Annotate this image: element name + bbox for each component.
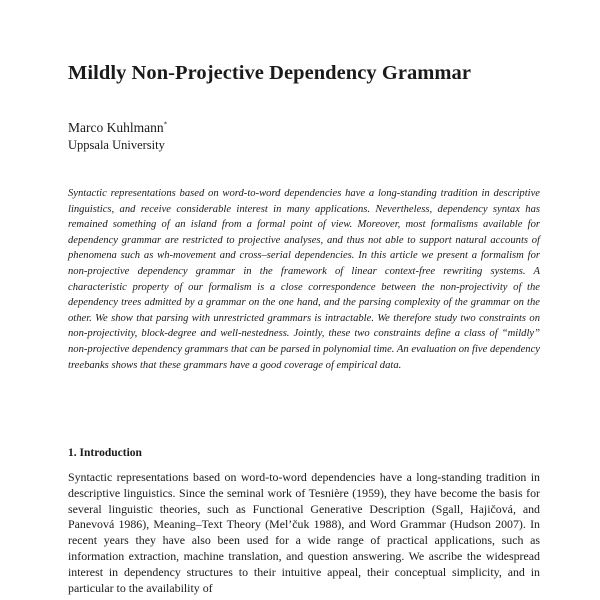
- paper-title: Mildly Non-Projective Dependency Grammar: [68, 62, 471, 84]
- author-name-text: Marco Kuhlmann: [68, 120, 164, 135]
- intro-paragraph: Syntactic representations based on word-to-word dependencies have a long-standing tradition in descriptive linguistics. Since the seminal work of Tesnière (1959), they have become the basis for several linguistic theories, such as Functional Generative Description (Sgall, Hajičová, and Panevová 1986), Meaning–Text Theory (Mel’čuk 1988), and Word Grammar (Hudson 2007). In recent years they have also been used for a wide range of practical applications, such as information extraction, machine translation, and question answering. We ascribe the widespread interest in dependency structures to their intuitive appeal, their conceptual simplicity, and in particular to the availability of: [68, 470, 540, 595]
- abstract: Syntactic representations based on word-to-word dependencies have a long-standing tradition in descriptive linguistics, and receive considerable interest in many applications. Nevertheless, dependency syntax has remained something of an island from a formal point of view. Moreover, most formalisms available for dependency grammar are restricted to projective analyses, and thus not able to support natural accounts of phenomena such as wh-movement and cross–serial dependencies. In this article we present a formalism for non-projective dependency grammar in the framework of linear context-free rewriting systems. A characteristic property of our formalism is a close correspondence between the non-projectivity of the dependency trees admitted by a grammar on the one hand, and the parsing complexity of the grammar on the other. We show that parsing with unrestricted grammars is intractable. We therefore study two constraints on non-projectivity, block-degree and well-nestedness. Jointly, these two constraints define a class of “mildly” non-projective dependency grammars that can be parsed in polynomial time. An evaluation on five dependency treebanks shows that these grammars have a good coverage of empirical data.: [68, 188, 540, 371]
- section-heading: 1. Introduction: [68, 447, 142, 459]
- author-name: [68, 120, 167, 136]
- author-affiliation: Uppsala University: [68, 138, 165, 152]
- author-footnote-mark: *: [163, 120, 168, 129]
